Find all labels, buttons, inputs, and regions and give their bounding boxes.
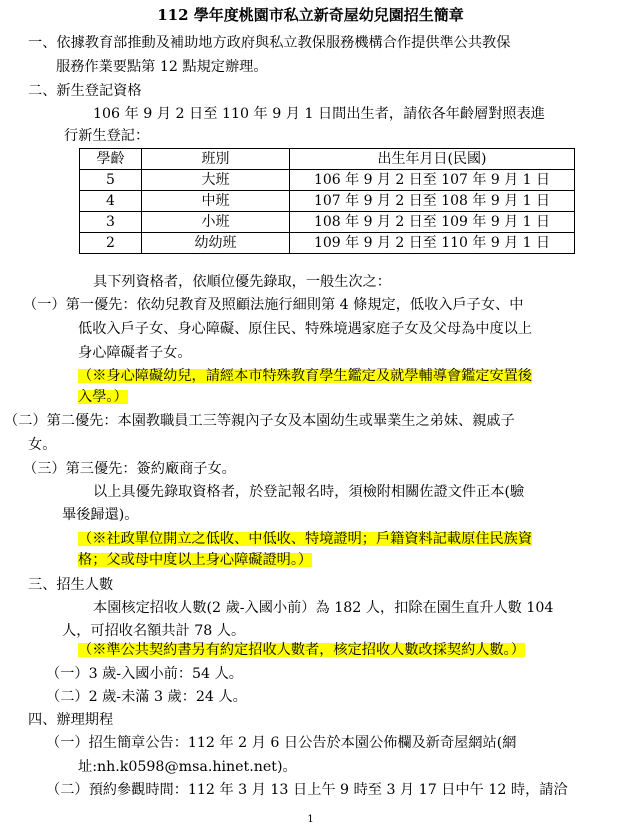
- section-4-item-1-line-1: （一）招生簡章公告：112 年 2 月 6 日公告於本園公佈欄及新奇屋網站(網: [46, 735, 517, 751]
- table-cell-class: 中班: [142, 191, 290, 212]
- table-header-birthdate: 出生年月日(民國): [290, 149, 575, 170]
- table-header-age: 學齡: [80, 149, 142, 170]
- priority-intro: 具下列資格者，依順位優先錄取，一般生次之：: [93, 274, 391, 290]
- page-number: 1: [307, 814, 314, 825]
- documents-note-line-1: （※社政單位開立之低收、中低收、特境證明；戶籍資料記載原住民族資: [78, 531, 533, 547]
- documents-line-2: 畢後歸還)。: [62, 507, 139, 523]
- priority-1-note-line-2: 入學。）: [78, 389, 128, 405]
- documents-note-line-2: 格；父或母中度以上身心障礙證明。）: [78, 552, 313, 568]
- documents-line-1: 以上具優先錄取資格者，於登記報名時，須檢附相關佐證文件正本(驗: [93, 484, 525, 500]
- priority-1-line-2: 低收入戶子女、身心障礙、原住民、特殊境遇家庭子女及父母為中度以上: [78, 321, 533, 337]
- table-row: [80, 191, 575, 212]
- section-4-heading: 四、辦理期程: [28, 712, 114, 728]
- section-4-item-1-line-2: 址:nh.k0598@msa.hinet.net)。: [78, 759, 297, 775]
- table-cell-age: 3: [80, 212, 142, 233]
- section-3-heading: 三、招生人數: [28, 577, 114, 593]
- table-cell-birthdate: 108 年 9 月 2 日至 109 年 9 月 1 日: [290, 212, 575, 233]
- section-3-count-2: （二）2 歲-未滿 3 歲：24 人。: [46, 689, 247, 705]
- page-title: 112 學年度桃園市私立新奇屋幼兒園招生簡章: [157, 6, 464, 24]
- section-2-para-line-2: 行新生登記：: [64, 128, 150, 144]
- section-1-line-2: 服務作業要點第 12 點規定辦理。: [56, 59, 268, 75]
- table-cell-class: 大班: [142, 170, 290, 191]
- table-row: [80, 233, 575, 254]
- section-2-heading: 二、新生登記資格: [28, 83, 142, 99]
- table-header-row: [80, 149, 575, 170]
- priority-1-line-1: （一）第一優先：依幼兒教育及照顧法施行細則第 4 條規定，低收入戶子女、中: [23, 297, 524, 313]
- table-header-class: 班別: [142, 149, 290, 170]
- priority-1-note-line-1: （※身心障礙幼兒，請經本市特殊教育學生鑑定及就學輔導會鑑定安置後: [78, 368, 533, 384]
- table-row: [80, 212, 575, 233]
- table-cell-class: 幼幼班: [142, 233, 290, 254]
- table-cell-birthdate: 109 年 9 月 2 日至 110 年 9 月 1 日: [290, 233, 575, 254]
- table-row: [80, 170, 575, 191]
- section-3-note: （※準公共契約書另有約定招收人數者，核定招收人數改採契約人數。）: [78, 642, 525, 658]
- priority-1-line-3: 身心障礙者子女。: [78, 345, 192, 361]
- section-2-para-line-1: 106 年 9 月 2 日至 110 年 9 月 1 日間出生者，請依各年齡層對照表進: [93, 106, 545, 122]
- age-class-table: [79, 148, 575, 254]
- section-3-line-2: 人，可招收名額共計 78 人。: [62, 623, 246, 639]
- section-4-item-2-line-1: （二）預約參觀時間：112 年 3 月 13 日上午 9 時至 3 月 17 日中午 12 時，請洽: [46, 782, 568, 798]
- priority-2-line-1: （二）第二優先：本園教職員工三等親內子女及本園幼生或畢業生之弟妹、親戚子: [4, 413, 515, 429]
- section-1-line-1: 一、依據教育部推動及補助地方政府與私立教保服務機構合作提供準公共教保: [28, 35, 511, 51]
- table-cell-age: 5: [80, 170, 142, 191]
- table-cell-age: 2: [80, 233, 142, 254]
- section-3-line-1: 本園核定招收人數(2 歲-入國小前）為 182 人，扣除在園生直升人數 104: [93, 600, 554, 616]
- table-cell-class: 小班: [142, 212, 290, 233]
- table-cell-age: 4: [80, 191, 142, 212]
- table-cell-birthdate: 107 年 9 月 2 日至 108 年 9 月 1 日: [290, 191, 575, 212]
- priority-3-line: （三）第三優先：簽約廠商子女。: [23, 461, 236, 477]
- table-cell-birthdate: 106 年 9 月 2 日至 107 年 9 月 1 日: [290, 170, 575, 191]
- section-3-count-1: （一）3 歲-入國小前：54 人。: [46, 666, 243, 682]
- priority-2-line-2: 女。: [28, 437, 57, 453]
